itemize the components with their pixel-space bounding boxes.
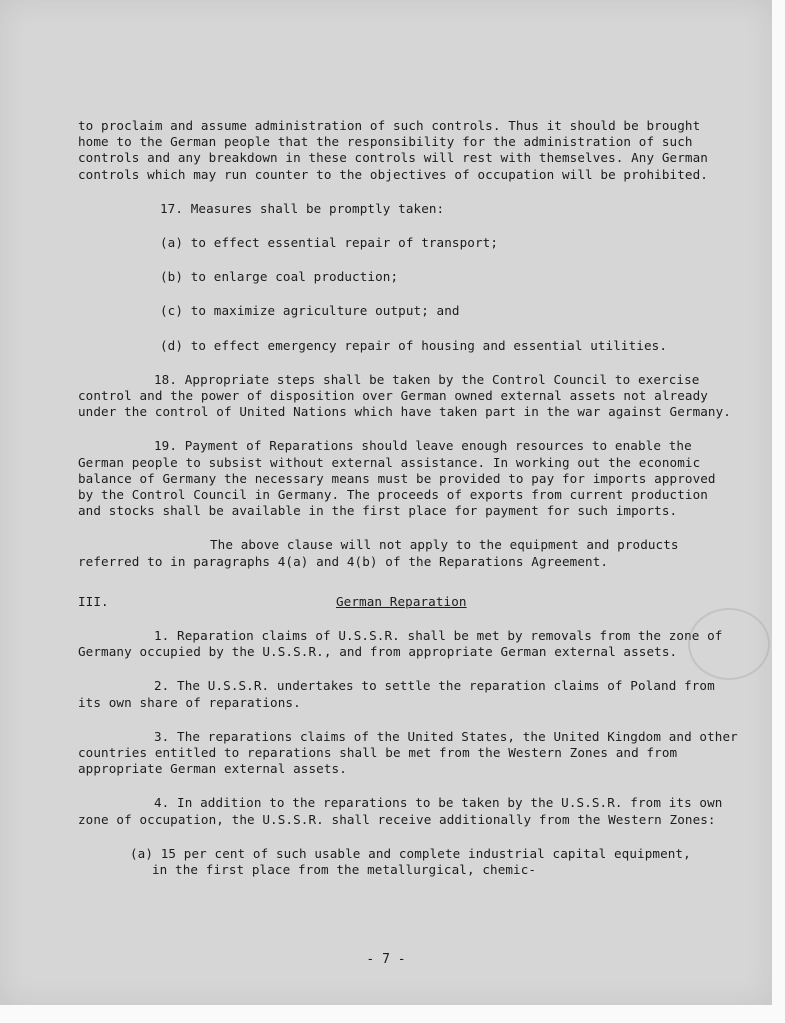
paragraph-18: 18. Appropriate steps shall be taken by the Control Council to exercise control and the power of disposition over German owned external assets not already under the control of United Nations which have taken part in the war against Germany. xyxy=(78,371,731,420)
list-item-17c: (c) to maximize agriculture output; and xyxy=(160,303,460,319)
paragraph-19-clause: The above clause will not apply to the equipment and products referred to in paragraphs 4(a) and 4(b) of the Reparations Agreement. xyxy=(78,537,679,569)
reparation-paragraph-1: 1. Reparation claims of U.S.S.R. shall be met by removals from the zone of Germany occupied by the U.S.S.R., and from appropriate German external assets. xyxy=(78,628,723,660)
archive-stamp-icon xyxy=(688,608,770,680)
reparation-paragraph-2: 2. The U.S.S.R. undertakes to settle the reparation claims of Poland from its own share of reparations. xyxy=(78,678,715,710)
list-item-4a-label: (a) xyxy=(130,845,154,861)
page-margin-right xyxy=(772,0,785,1023)
document-body xyxy=(78,118,738,878)
paragraph-17: 17. Measures shall be promptly taken: xyxy=(160,200,445,216)
page-number: - 7 - xyxy=(366,952,406,967)
paragraph-intro: to proclaim and assume administration of such controls. Thus it should be brought home to the German people that the responsibility for the administration of such controls and any breakdown in these controls will rest with themselves. Any German controls which may run counter to the objectives of occupation will be prohibited. xyxy=(78,118,708,182)
list-item-4a xyxy=(78,846,738,878)
list-item-17d: (d) to effect emergency repair of housing and essential utilities. xyxy=(160,337,668,353)
list-item-4a-text: 15 per cent of such usable and complete industrial capital equipment, in the first place from the metallurgical, chemic- xyxy=(152,845,691,878)
section-heading xyxy=(78,594,738,610)
list-item-17a: (a) to effect essential repair of transport; xyxy=(160,235,499,251)
section-title: German Reparation xyxy=(336,593,467,609)
section-number: III. xyxy=(78,593,109,609)
paragraph-19: 19. Payment of Reparations should leave enough resources to enable the German people to subsist without external assistance. In working out the economic balance of Germany the necessary means must be provided to pay for imports approved by the Control Council in Germany. The proceeds of exports from current production and stocks shall be available in the first place for payment for such imports. xyxy=(78,438,716,519)
reparation-paragraph-3: 3. The reparations claims of the United States, the United Kingdom and other countries entitled to reparations shall be met from the Western Zones and from appropriate German external assets. xyxy=(78,728,738,777)
reparation-paragraph-4: 4. In addition to the reparations to be taken by the U.S.S.R. from its own zone of occupation, the U.S.S.R. shall receive additionally from the Western Zones: xyxy=(78,795,723,827)
page-margin-bottom xyxy=(0,1005,785,1023)
list-item-17b: (b) to enlarge coal production; xyxy=(160,269,399,285)
